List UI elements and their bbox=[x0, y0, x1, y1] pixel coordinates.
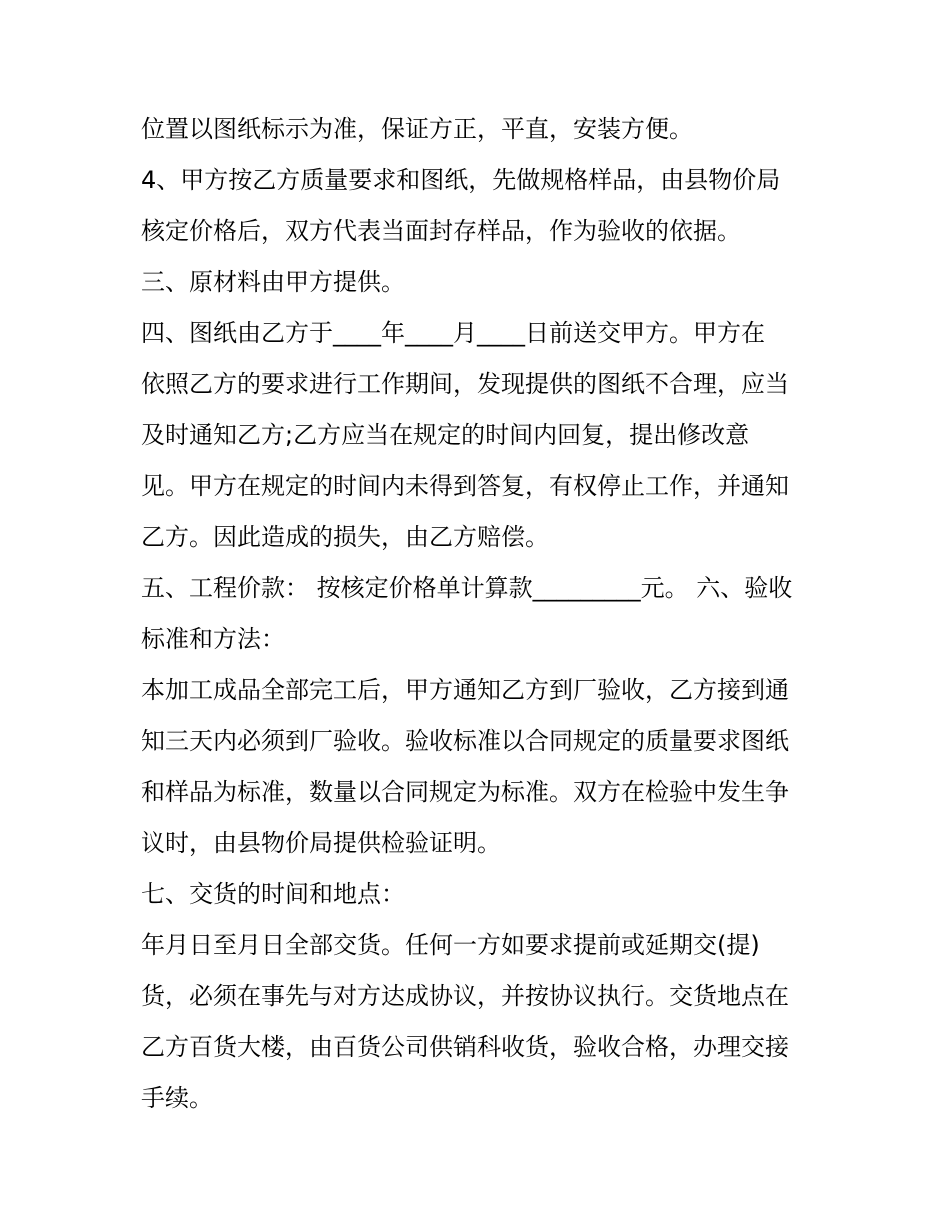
text-line: 五、工程价款： 按核定价格单计算款_________元。 六、验收 bbox=[141, 574, 793, 602]
text-line: 依照乙方的要求进行工作期间，发现提供的图纸不合理，应当 bbox=[141, 370, 789, 398]
text-line: 年月日至月日全部交货。任何一方如要求提前或延期交(提) bbox=[141, 931, 760, 959]
text-line: 乙方百货大楼，由百货公司供销科收货，验收合格，办理交接 bbox=[141, 1033, 789, 1061]
text-line: 四、图纸由乙方于____年____月____日前送交甲方。甲方在 bbox=[141, 319, 765, 347]
text-line: 三、原材料由甲方提供。 bbox=[141, 268, 405, 296]
text-line: 标准和方法： bbox=[141, 625, 285, 653]
text-line: 乙方。因此造成的损失，由乙方赔偿。 bbox=[141, 523, 549, 551]
text-line: 核定价格后，双方代表当面封存样品，作为验收的依据。 bbox=[141, 217, 741, 245]
text-line: 和样品为标准，数量以合同规定为标准。双方在检验中发生争 bbox=[141, 778, 789, 806]
text-line: 及时通知乙方;乙方应当在规定的时间内回复，提出修改意 bbox=[141, 421, 750, 449]
text-line: 手续。 bbox=[141, 1084, 213, 1112]
contract-body bbox=[141, 104, 821, 1124]
text-line: 七、交货的时间和地点： bbox=[141, 880, 405, 908]
text-line: 4、甲方按乙方质量要求和图纸，先做规格样品，由县物价局 bbox=[141, 166, 781, 194]
text-line: 议时，由县物价局提供检验证明。 bbox=[141, 829, 501, 857]
text-line: 位置以图纸标示为准，保证方正，平直，安装方便。 bbox=[141, 115, 693, 143]
text-line: 本加工成品全部完工后，甲方通知乙方到厂验收，乙方接到通 bbox=[141, 676, 789, 704]
text-line: 知三天内必须到厂验收。验收标准以合同规定的质量要求图纸 bbox=[141, 727, 789, 755]
text-line: 货，必须在事先与对方达成协议，并按协议执行。交货地点在 bbox=[141, 982, 789, 1010]
text-line: 见。甲方在规定的时间内未得到答复，有权停止工作，并通知 bbox=[141, 472, 789, 500]
